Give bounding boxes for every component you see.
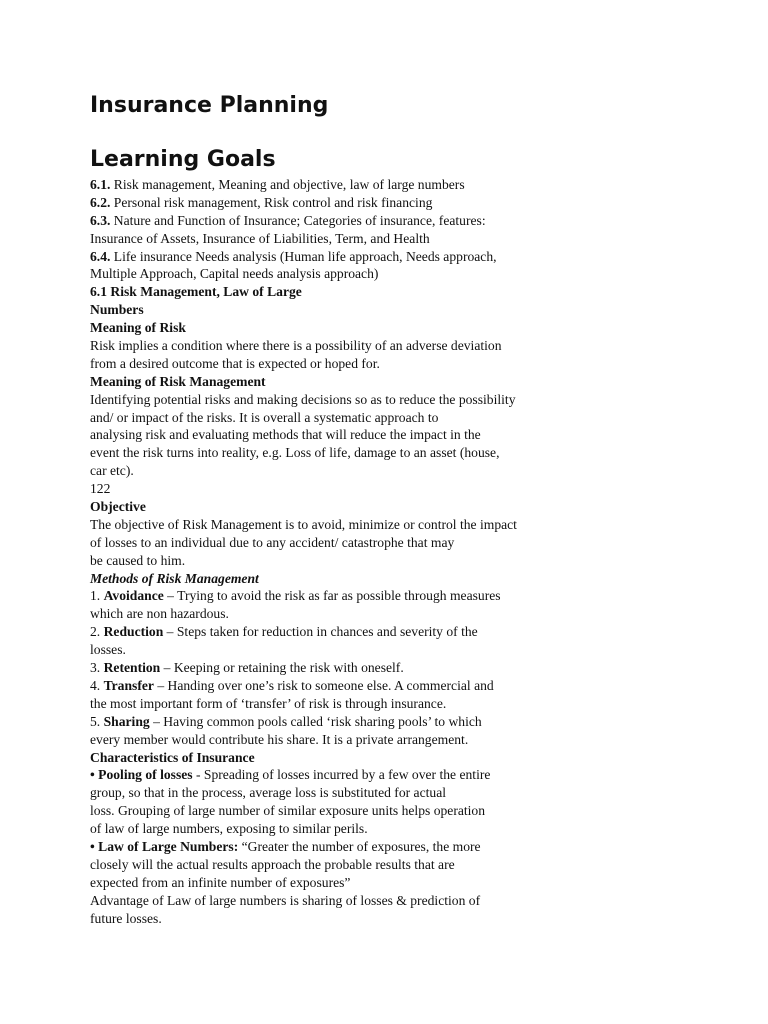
methods-heading: Methods of Risk Management — [90, 570, 259, 586]
goal-text: Risk management, Meaning and objective, law of large numbers — [110, 177, 465, 192]
paragraph-line: be caused to him. — [90, 552, 186, 568]
characteristic-item-continued: closely will the actual results approach the probable results that are — [90, 856, 455, 872]
learning-goals-list — [90, 176, 750, 283]
objective-heading: Objective — [90, 499, 146, 515]
paragraph-line: and/ or impact of the risks. It is overall a systematic approach to — [90, 409, 439, 425]
goal-text: Personal risk management, Risk control and risk financing — [110, 194, 433, 210]
goal-item-continued: Multiple Approach, Capital needs analysis approach) — [90, 266, 379, 282]
method-term: Retention — [103, 660, 161, 676]
method-item-continued: which are non hazardous. — [90, 606, 229, 622]
meaning-of-risk-management-heading: Meaning of Risk Management — [90, 373, 266, 389]
section-heading-continued: Numbers — [90, 302, 144, 318]
method-item — [90, 587, 750, 605]
goal-text: Life insurance Needs analysis (Human life approach, Needs approach, — [110, 248, 497, 264]
characteristic-item-continued: loss. Grouping of large number of similar exposure units helps operation — [90, 803, 486, 819]
characteristic-item — [90, 838, 750, 856]
characteristic-item-continued: of law of large numbers, exposing to similar perils. — [90, 821, 368, 837]
method-term: Transfer — [103, 677, 154, 693]
paragraph-line: Advantage of Law of large numbers is sharing of losses & prediction of — [90, 892, 481, 908]
document-title: Insurance Planning — [90, 93, 329, 118]
goal-item-continued: Insurance of Assets, Insurance of Liabilities, Term, and Health — [90, 230, 430, 246]
meaning-of-risk-heading: Meaning of Risk — [90, 320, 186, 336]
goal-item — [90, 212, 750, 230]
method-number: 3. — [90, 660, 104, 676]
goal-number: 6.4. — [90, 248, 111, 264]
method-item — [90, 713, 750, 731]
document-body — [90, 176, 750, 927]
method-text: – Having common pools called ‘risk sharing pools’ to which — [149, 713, 482, 729]
method-term: Avoidance — [103, 588, 164, 604]
method-term: Reduction — [103, 624, 164, 640]
method-item — [90, 677, 750, 695]
goal-item — [90, 176, 750, 194]
characteristic-item-continued: group, so that in the process, average loss is substituted for actual — [90, 785, 446, 801]
method-number: 1. — [90, 588, 104, 604]
method-item-continued: losses. — [90, 642, 126, 658]
page-number: 122 — [90, 481, 111, 497]
method-text: – Keeping or retaining the risk with oneself. — [160, 660, 404, 676]
method-item — [90, 623, 750, 641]
goal-number: 6.3. — [90, 212, 111, 228]
method-number: 5. — [90, 713, 104, 729]
method-text: – Trying to avoid the risk as far as possible through measures — [163, 588, 501, 604]
method-item-continued: the most important form of ‘transfer’ of risk is through insurance. — [90, 695, 447, 711]
goal-item — [90, 194, 750, 212]
characteristic-text: - Spreading of losses incurred by a few over the entire — [192, 767, 491, 783]
method-item — [90, 659, 750, 677]
method-number: 4. — [90, 677, 104, 693]
section-heading: 6.1 Risk Management, Law of Large — [90, 284, 302, 300]
paragraph-line: future losses. — [90, 910, 162, 926]
paragraph-line: analysing risk and evaluating methods that will reduce the impact in the — [90, 427, 481, 443]
paragraph-line: Identifying potential risks and making decisions so as to reduce the possibility — [90, 391, 516, 407]
goal-item — [90, 248, 750, 266]
paragraph-line: The objective of Risk Management is to avoid, minimize or control the impact — [90, 516, 517, 532]
characteristic-term: • Pooling of losses — [90, 767, 193, 783]
goal-number: 6.2. — [90, 194, 111, 210]
method-text: – Steps taken for reduction in chances and severity of the — [163, 624, 478, 640]
paragraph-line: event the risk turns into reality, e.g. Loss of life, damage to an asset (house, — [90, 445, 500, 461]
characteristic-item-continued: expected from an infinite number of exposures” — [90, 874, 351, 890]
paragraph-line: from a desired outcome that is expected or hoped for. — [90, 355, 380, 371]
method-number: 2. — [90, 624, 104, 640]
characteristic-text: “Greater the number of exposures, the more — [238, 838, 481, 854]
paragraph-line: of losses to an individual due to any accident/ catastrophe that may — [90, 534, 455, 550]
characteristic-item — [90, 766, 750, 784]
learning-goals-heading: Learning Goals — [90, 147, 276, 172]
goal-number: 6.1. — [90, 177, 111, 192]
paragraph-line: car etc). — [90, 463, 134, 479]
characteristics-heading: Characteristics of Insurance — [90, 749, 255, 765]
method-item-continued: every member would contribute his share. It is a private arrangement. — [90, 731, 469, 747]
method-text: – Handing over one’s risk to someone else. A commercial and — [153, 677, 494, 693]
paragraph-line: Risk implies a condition where there is a possibility of an adverse deviation — [90, 338, 502, 354]
characteristic-term: • Law of Large Numbers: — [90, 838, 239, 854]
goal-text: Nature and Function of Insurance; Categories of insurance, features: — [110, 212, 486, 228]
method-term: Sharing — [103, 713, 150, 729]
